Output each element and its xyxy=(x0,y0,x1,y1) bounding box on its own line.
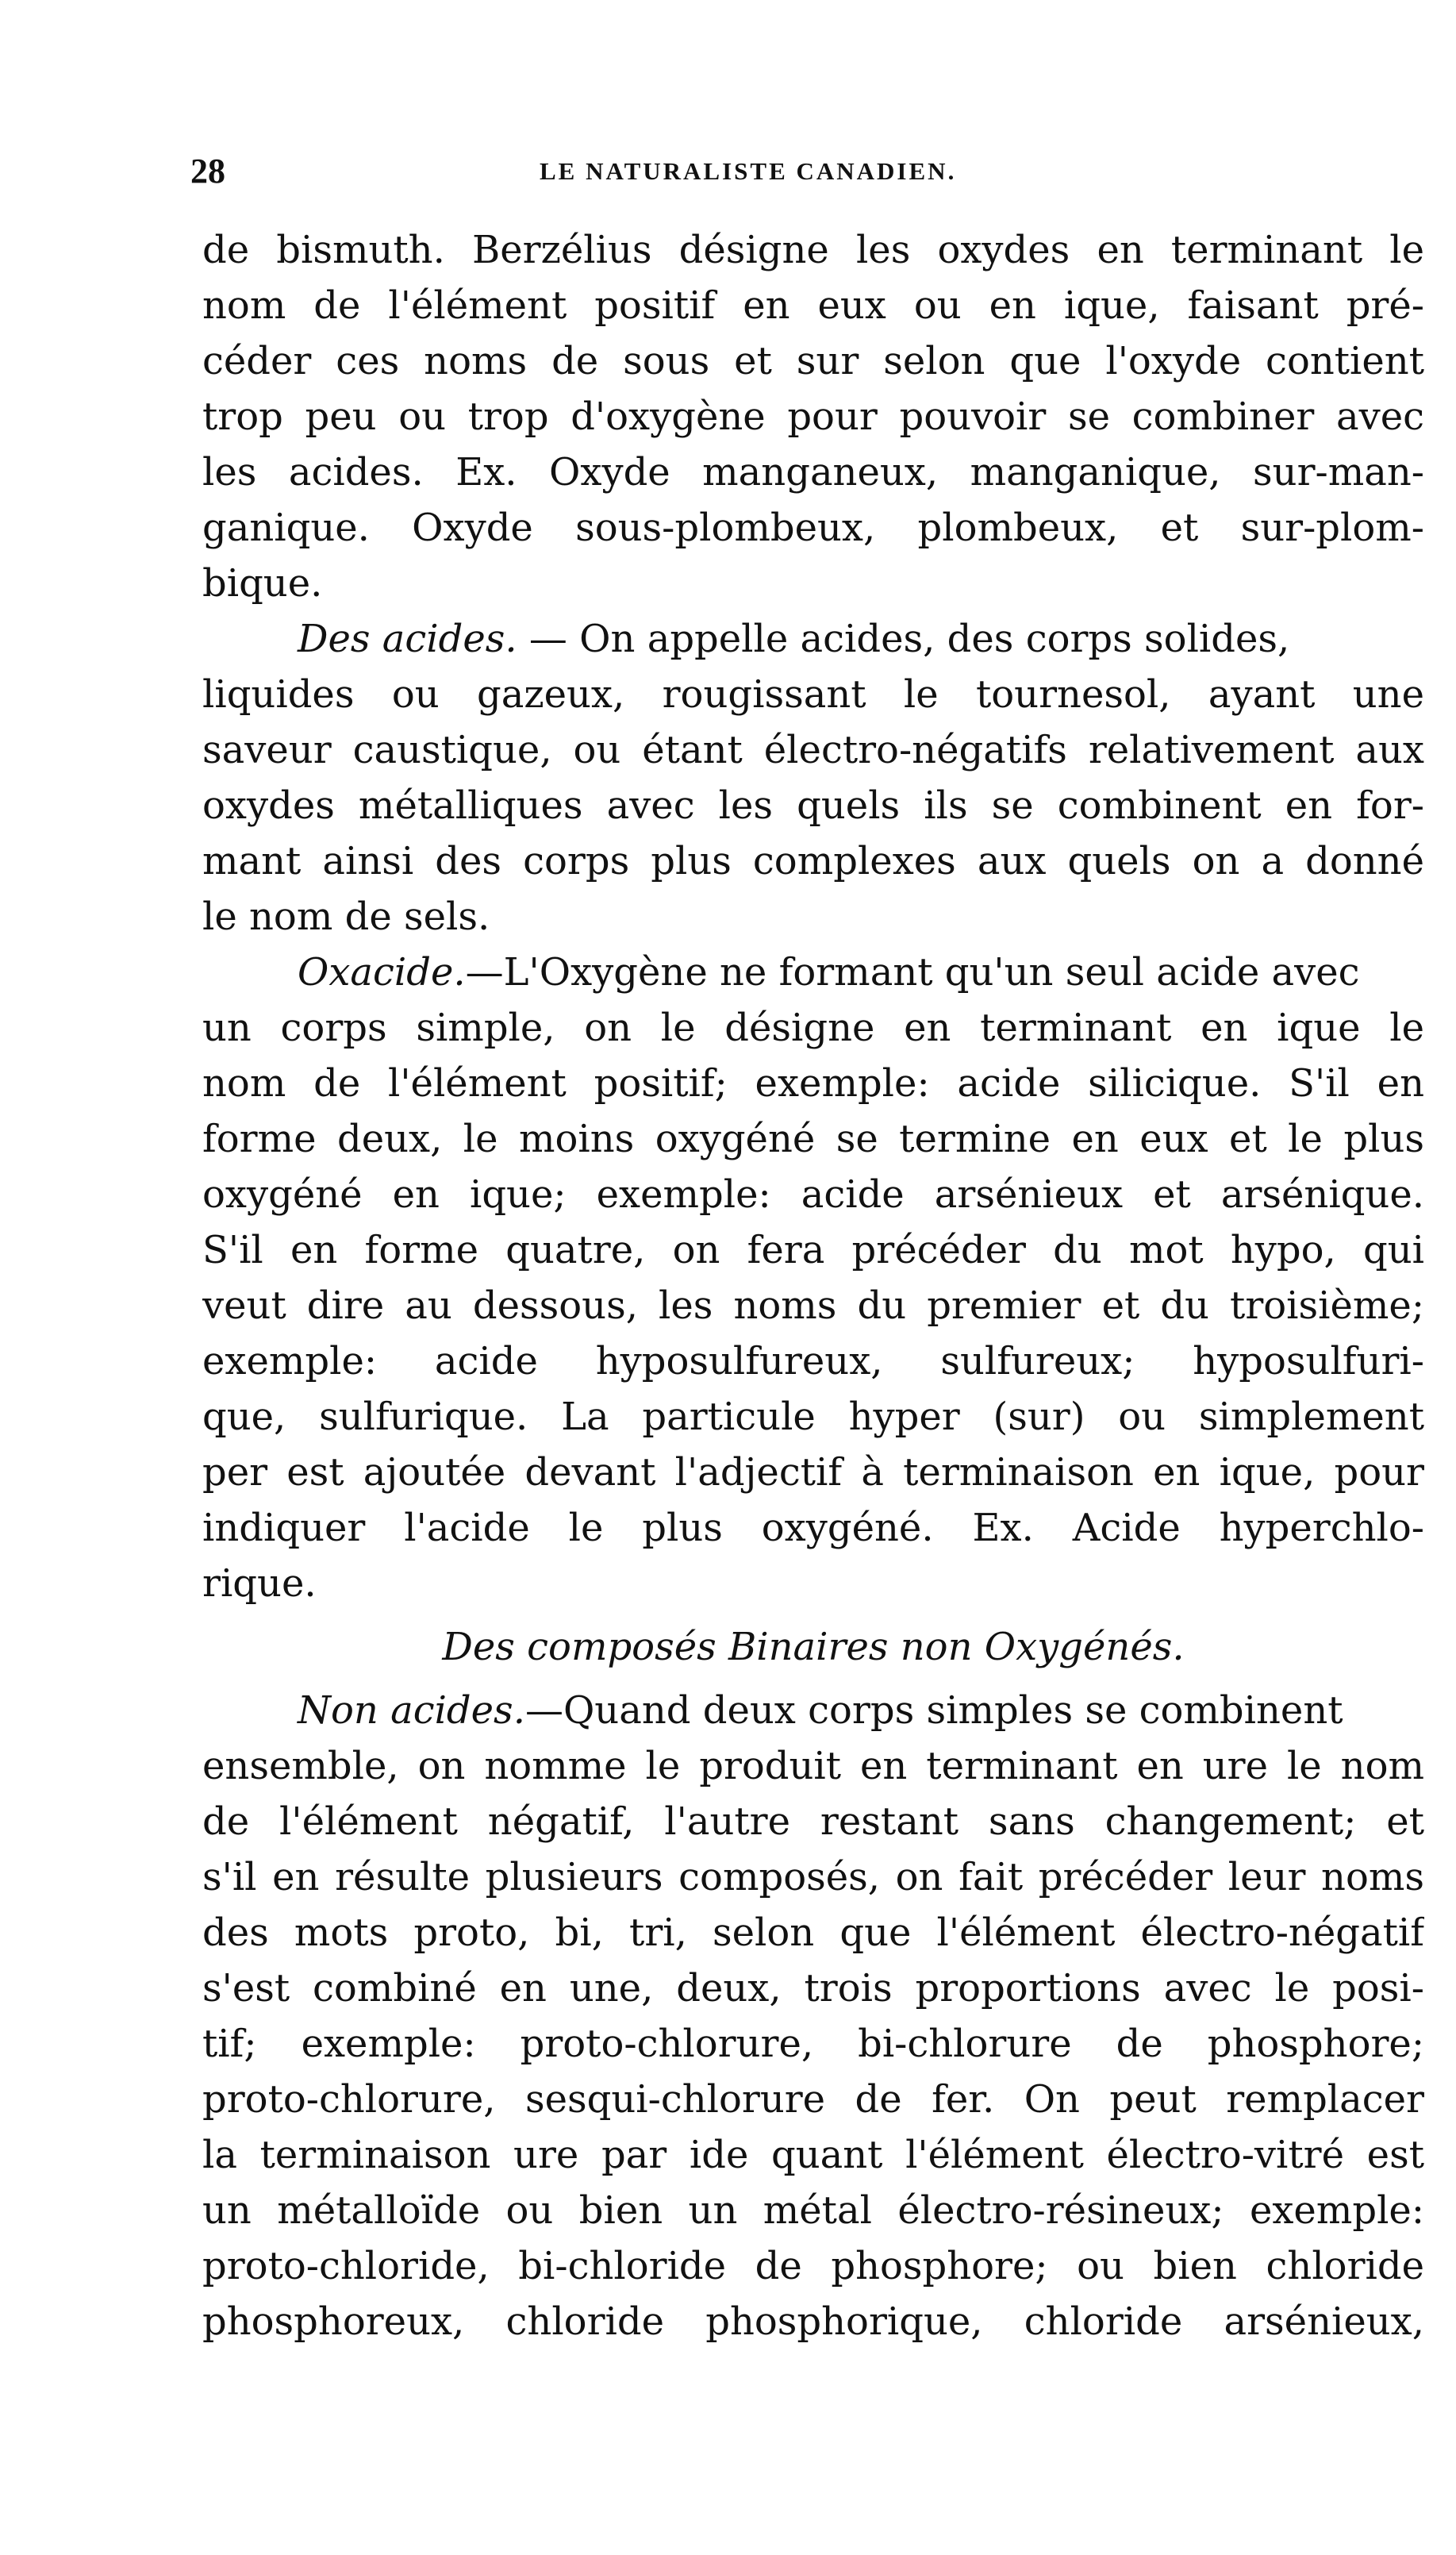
text-line: des mots proto, bi, tri, selon que l'élément électro-négatif xyxy=(202,1910,1424,1955)
text-line: s'est combiné en une, deux, trois proportions avec le posi- xyxy=(202,1966,1424,2011)
text-run: — On appelle acides, des corps solides, xyxy=(517,617,1290,661)
text-line: oxygéné en ique; exemple: acide arsénieux et arsénique. xyxy=(202,1172,1424,1217)
text-line: saveur caustique, ou étant électro-négatifs relativement aux xyxy=(202,728,1424,772)
text-line: trop peu ou trop d'oxygène pour pouvoir se combiner avec xyxy=(202,394,1424,439)
page-header xyxy=(190,151,1428,198)
text-line: tif; exemple: proto-chlorure, bi-chlorure de phosphore; xyxy=(202,2022,1424,2066)
text-line: bique. xyxy=(202,561,323,606)
text-line: la terminaison ure par ide quant l'élément électro-vitré est xyxy=(202,2133,1424,2177)
text-line: les acides. Ex. Oxyde manganeux, manganique, sur-man- xyxy=(202,450,1424,494)
text-line: céder ces noms de sous et sur selon que l'oxyde contient xyxy=(202,339,1424,383)
text-line: rique. xyxy=(202,1561,317,1606)
text-run: —L'Oxygène ne formant qu'un seul acide avec xyxy=(465,950,1360,995)
text-line: exemple: acide hyposulfureux, sulfureux; hyposulfuri- xyxy=(202,1339,1424,1383)
paragraph-heading: Oxacide. xyxy=(298,950,466,995)
text-line: veut dire au dessous, les noms du premier et du troisième; xyxy=(202,1283,1424,1328)
text-line: de bismuth. Berzélius désigne les oxydes en terminant le xyxy=(202,228,1424,272)
text-line: le nom de sels. xyxy=(202,895,490,939)
text-line: proto-chloride, bi-chloride de phosphore; ou bien chloride xyxy=(202,2244,1424,2288)
paragraph-oxydes xyxy=(202,222,1424,611)
text-line: per est ajoutée devant l'adjectif à terminaison en ique, pour xyxy=(202,1450,1424,1495)
text-line: oxydes métalliques avec les quels ils se combinent en for- xyxy=(202,783,1424,828)
text-line: mant ainsi des corps plus complexes aux quels on a donné xyxy=(202,839,1424,883)
text-line: indiquer l'acide le plus oxygéné. Ex. Acide hyperchlo- xyxy=(202,1506,1424,1550)
text-line: liquides ou gazeux, rougissant le tournesol, ayant une xyxy=(202,672,1424,717)
page-number: 28 xyxy=(190,152,225,190)
text-line: nom de l'élément positif en eux ou en ique, faisant pré- xyxy=(202,283,1424,328)
text-line: nom de l'élément positif; exemple: acide silicique. S'il en xyxy=(202,1061,1424,1106)
text-line: forme deux, le moins oxygéné se termine en eux et le plus xyxy=(202,1117,1424,1161)
paragraph-non-acides xyxy=(202,1683,1424,2349)
text-line: S'il en forme quatre, on fera précéder du mot hypo, qui xyxy=(202,1228,1424,1272)
text-line: que, sulfurique. La particule hyper (sur) ou simplement xyxy=(202,1395,1424,1439)
paragraph-heading: Des acides. xyxy=(298,617,517,661)
text-line: un métalloïde ou bien un métal électro-résineux; exemple: xyxy=(202,2188,1424,2233)
text-run: —Quand deux corps simples se combinent xyxy=(524,1688,1343,1733)
paragraph-des-acides xyxy=(202,611,1424,945)
text-line: proto-chlorure, sesqui-chlorure de fer. On peut remplacer xyxy=(202,2077,1424,2122)
text-line xyxy=(202,945,1424,1000)
body-text xyxy=(202,222,1424,2349)
running-title: LE NATURALISTE CANADIEN. xyxy=(540,157,957,185)
text-line: ensemble, on nomme le produit en terminant en ure le nom xyxy=(202,1744,1424,1788)
text-line: phosphoreux, chloride phosphorique, chloride arsénieux, xyxy=(202,2299,1424,2344)
text-line xyxy=(202,1683,1424,1738)
text-line: un corps simple, on le désigne en terminant en ique le xyxy=(202,1006,1424,1050)
paragraph-oxacide xyxy=(202,945,1424,1611)
text-line: ganique. Oxyde sous-plombeux, plombeux, et sur-plom- xyxy=(202,506,1424,550)
text-line: s'il en résulte plusieurs composés, on fait précéder leur noms xyxy=(202,1855,1424,1899)
text-line: de l'élément négatif, l'autre restant sans changement; et xyxy=(202,1799,1424,1844)
paragraph-heading: Non acides. xyxy=(298,1688,525,1733)
text-line xyxy=(202,611,1424,667)
section-title: Des composés Binaires non Oxygénés. xyxy=(442,1625,1185,1669)
